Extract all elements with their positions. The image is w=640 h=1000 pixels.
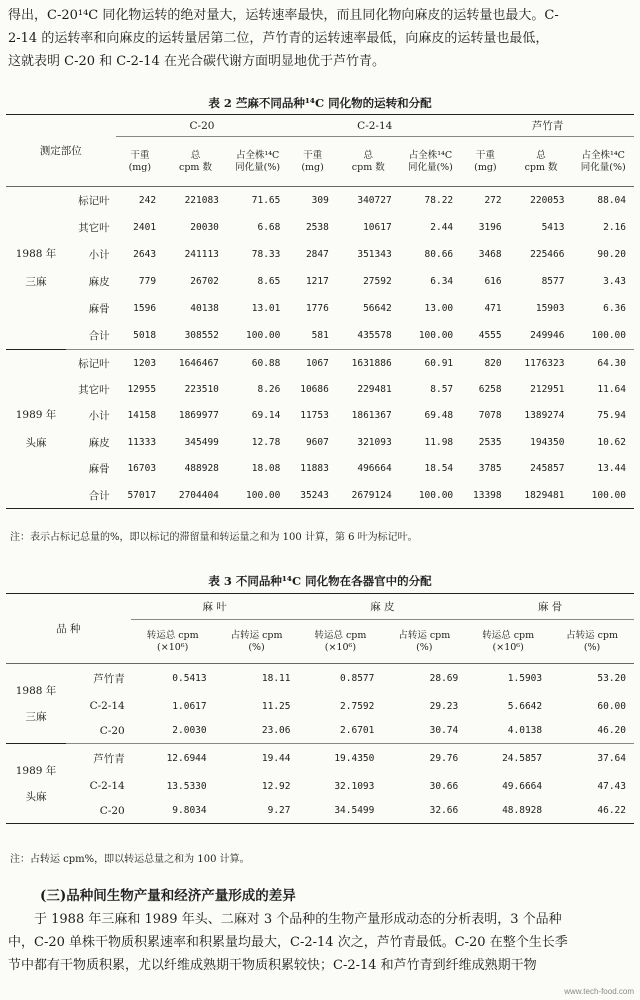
table2-cell: 242 [138,194,157,206]
intro-paragraph [8,4,632,73]
table2-cell: 10617 [363,221,392,233]
table2-cell: 2538 [305,221,329,233]
table2-cell: 223510 [184,383,219,395]
table2-cell: 272 [484,194,502,206]
table2-cell: 309 [311,194,329,206]
table2-cell: 2.44 [430,221,454,233]
table2-cell: 1776 [305,303,329,315]
table3-data-row [6,719,634,744]
table2-cell: 194350 [530,436,565,448]
section-heading: (三)品种间生物产量和经济产量形成的差异 [40,888,296,904]
table2-cell: 8.26 [257,383,281,395]
table2-column-header: 占全株¹⁴C 同化量(%) [227,137,288,187]
table2-column-header: 总 cpm 数 [337,137,400,187]
table2-cell: 2679124 [337,482,400,509]
table3-cell: 2.7592 [340,700,375,712]
table2-cell: 779 [138,276,157,288]
table2-data-row [6,403,634,430]
table2-cell: 3468 [478,248,502,260]
table2-row-label: 麻骨 [88,303,110,316]
table2-cell: 6.34 [430,276,454,288]
table2-cell: 2401 [133,221,157,233]
table2-cell: 10686 [300,383,329,395]
table2-cell: 71.65 [251,194,281,206]
table3 [6,593,634,824]
table2-cell: 1631886 [351,357,392,369]
table2-header-row [6,115,634,137]
table2-cell: 1596 [133,303,157,315]
table3-corner-label: 品 种 [6,594,131,664]
table2-row-label: 其它叶 [78,383,110,396]
table3-cell: 9.8034 [131,799,215,824]
table2-cell: 7078 [478,410,502,422]
table2-cell: 2643 [133,248,157,260]
table3-cell: 53.20 [597,673,626,685]
table2-cell: 435578 [337,322,400,349]
table2-row-label: 标记叶 [78,194,110,207]
table2-row-label: 合计 [66,482,116,509]
table2-cell: 488928 [184,463,219,475]
table2-cell: 5413 [541,221,565,233]
table2-group-label: 1988 年 三麻 [6,187,66,350]
table3-group-label: 1988 年 三麻 [6,664,66,744]
table3-cell: 5.6642 [507,700,543,712]
table3-cell: 12.92 [261,780,291,792]
table2-cell: 241113 [184,248,219,260]
table2-cell: 20030 [190,221,219,233]
table2-group-label: 1989 年 头麻 [6,350,66,509]
table2-cell: 225466 [530,248,565,260]
table3-column-header: 占转运 cpm (%) [550,620,634,664]
table2-column-header: 总 cpm 数 [510,137,573,187]
table2-cell: 3196 [478,221,502,233]
table2-cell: 56642 [363,303,392,315]
intro-line: 这就表明 C-20 和 C-2-14 在光合碳代谢方面明显地优于芦竹青。 [8,54,385,69]
table2-cell: 11.98 [424,436,454,448]
table2-cell: 351343 [357,248,392,260]
table3-row-label: C-20 [66,719,131,744]
table2-cell: 15903 [535,303,565,315]
table2-data-row [6,241,634,268]
table3-row-label: C-2-14 [89,780,125,792]
table2-row-label: 其它叶 [78,221,110,234]
table3-cell: 0.8577 [340,673,375,685]
table3-cell: 0.5413 [172,673,207,685]
table2-cell: 11333 [127,436,157,448]
table2-cell: 229481 [357,383,392,395]
table2-row-label: 小计 [88,248,110,261]
table2-cell: 100.00 [227,482,288,509]
table2-cell: 100.00 [572,482,634,509]
table2-cell: 18.08 [251,463,281,475]
table2-cell: 1176323 [524,357,565,369]
table2-cell: 2.16 [603,221,626,233]
table2-data-row [6,268,634,295]
table3-cell: 11.25 [261,700,291,712]
table3-cell: 4.0138 [466,719,550,744]
table3-cell: 1.5903 [507,673,543,685]
table3-cell: 48.8928 [466,799,550,824]
table2-cell: 340727 [357,194,392,206]
table3-cell: 46.20 [550,719,634,744]
table2-cell: 14158 [127,410,157,422]
table3-organ-header: 麻 皮 [298,594,466,620]
table2-row-label: 合计 [66,322,116,349]
table2-column-header: 占全株¹⁴C 同化量(%) [572,137,634,187]
body-line: 于 1988 年三麻和 1989 年头、二麻对 3 个品种的生物产量形成动态的分析表明，3 个品种 [34,912,562,927]
table2-variety-header: C-2-14 [288,115,461,137]
table2-cell: 90.20 [597,248,626,260]
table3-data-row [6,744,634,774]
table3-row-label: 芦竹青 [93,753,125,766]
table2-cell: 321093 [357,436,392,448]
table2-cell: 1067 [305,357,329,369]
table3-cell: 49.6664 [502,780,543,792]
table2-cell: 249946 [510,322,573,349]
table2-variety-header: 芦竹青 [461,115,634,137]
table2-cell: 8577 [541,276,565,288]
table2-cell: 11753 [300,410,329,422]
table2-cell: 18.54 [424,463,454,475]
table2-cell: 100.00 [227,322,288,349]
table2-cell: 35243 [288,482,336,509]
table2-cell: 78.33 [251,248,281,260]
table2-caption: 表 2 苎麻不同品种¹⁴C 同化物的运转和分配 [208,96,432,110]
table2 [6,114,634,509]
table3-cell: 2.6701 [298,719,382,744]
table3-cell: 30.74 [382,719,466,744]
table2-data-row [6,295,634,322]
table3-cell: 24.5857 [502,753,543,765]
table2-cell: 60.88 [251,357,281,369]
table3-cell: 19.4350 [334,753,375,765]
table2-cell: 13.44 [597,463,626,475]
table2-cell: 8.57 [430,383,454,395]
table2-row-label: 麻骨 [88,463,110,476]
table3-cell: 2.0030 [131,719,215,744]
body-line: 节中都有干物质积累，尤以纤维成熟期干物质积累较快；C-2-14 和芦竹青到纤维成熟期干物 [8,958,537,973]
table2-column-header: 干重 (mg) [116,137,164,187]
table2-data-row [6,214,634,241]
table3-cell: 32.66 [382,799,466,824]
body-paragraph [8,908,632,977]
table3-cell: 46.22 [550,799,634,824]
table2-note: 注：表示占标记总量的%，即以标记的滞留量和转运量之和为 100 计算，第 6 叶为标记叶。 [10,532,418,543]
table3-cell: 32.1093 [334,780,375,792]
table2-cell: 212951 [530,383,565,395]
table2-cell: 60.91 [424,357,454,369]
table2-row-label: 标记叶 [78,357,110,370]
table2-cell: 8.65 [257,276,281,288]
table3-data-row [6,664,634,694]
intro-line: 得出，C-20¹⁴C 同化物运转的绝对量大，运转速率最快，而且同化物向麻皮的运转量也最大。C- [8,8,559,23]
table3-header-row [6,594,634,620]
table3-cell: 12.6944 [166,753,207,765]
table2-corner-label: 测定部位 [6,115,116,187]
table3-cell: 1.0617 [172,700,207,712]
table3-cell: 29.76 [429,753,459,765]
table3-data-row [6,694,634,719]
table2-cell: 78.22 [424,194,454,206]
table3-column-header: 转运总 cpm (×10⁶) [466,620,550,664]
table2-cell: 245857 [530,463,565,475]
table3-row-label: C-20 [66,799,131,824]
table2-cell: 221083 [184,194,219,206]
table3-cell: 37.64 [597,753,626,765]
table2-cell: 616 [484,276,502,288]
table2-cell: 6.68 [257,221,281,233]
table2-cell: 88.04 [597,194,626,206]
table2-cell: 11883 [300,463,329,475]
table3-row-label: C-2-14 [89,700,125,712]
body-line: 中，C-20 单株干物质积累速率和积累量均最大，C-2-14 次之，芦竹青最低。C-20 在整个生长季 [8,935,568,950]
table3-data-row [6,799,634,824]
table3-cell: 19.44 [261,753,291,765]
table3-row-label: 芦竹青 [93,673,125,686]
table3-cell: 60.00 [597,700,626,712]
table3-column-header: 转运总 cpm (×10⁶) [131,620,215,664]
table2-cell: 220053 [530,194,565,206]
table2-cell: 5018 [116,322,164,349]
table2-cell: 40138 [190,303,219,315]
table2-row-label: 麻皮 [88,436,110,449]
table2-data-row [6,429,634,456]
table2-data-row [6,376,634,403]
intro-line: 2-14 的运转率和向麻皮的运转量居第二位，芦竹青的运转速率最低，向麻皮的运转量也最低， [8,31,549,46]
table2-cell: 16703 [127,463,157,475]
table2-cell: 13.00 [424,303,454,315]
table3-cell: 30.66 [429,780,459,792]
table2-cell: 75.94 [597,410,626,422]
table2-cell: 27592 [363,276,392,288]
table2-row-label: 麻皮 [88,276,110,289]
table2-cell: 820 [484,357,502,369]
table3-cell: 13.5330 [166,780,207,792]
table2-cell: 11.64 [597,383,626,395]
table2-cell: 471 [484,303,502,315]
table2-cell: 100.00 [400,482,461,509]
table2-cell: 2535 [478,436,502,448]
table2-cell: 2847 [305,248,329,260]
table2-cell: 1217 [305,276,329,288]
table2-cell: 3785 [478,463,502,475]
table2-cell: 57017 [116,482,164,509]
table3-column-header: 占转运 cpm (%) [382,620,466,664]
table3-group-label: 1989 年 头麻 [6,744,66,824]
table2-data-row [6,456,634,483]
table2-data-row [6,482,634,509]
table2-column-header: 干重 (mg) [288,137,336,187]
table2-cell: 26702 [190,276,219,288]
table2-cell: 2704404 [164,482,227,509]
table2-cell: 581 [288,322,336,349]
table2-cell: 100.00 [572,322,634,349]
table2-cell: 80.66 [424,248,454,260]
table2-column-header: 占全株¹⁴C 同化量(%) [400,137,461,187]
table2-variety-header: C-20 [116,115,289,137]
table2-cell: 3.43 [603,276,626,288]
table2-cell: 13.01 [251,303,281,315]
table2-cell: 69.14 [251,410,281,422]
table2-cell: 6258 [478,383,502,395]
table2-cell: 13398 [461,482,509,509]
table3-organ-header: 麻 叶 [131,594,299,620]
table3-cell: 28.69 [429,673,459,685]
table2-row-label: 小计 [88,410,110,423]
table3-column-header: 转运总 cpm (×10⁶) [298,620,382,664]
table3-caption: 表 3 不同品种¹⁴C 同化物在各器官中的分配 [208,574,432,588]
table2-column-header: 总 cpm 数 [164,137,227,187]
table2-cell: 1869977 [178,410,219,422]
table2-cell: 1861367 [351,410,392,422]
table3-cell: 34.5499 [298,799,382,824]
table3-cell: 9.27 [215,799,299,824]
table2-cell: 1646467 [178,357,219,369]
table2-data-row [6,322,634,349]
table3-cell: 47.43 [597,780,626,792]
table2-data-row [6,350,634,377]
table2-cell: 64.30 [597,357,626,369]
table2-cell: 308552 [164,322,227,349]
table2-cell: 12.78 [251,436,281,448]
table2-data-row [6,187,634,214]
table2-cell: 12955 [127,383,157,395]
table3-cell: 29.23 [429,700,459,712]
table2-cell: 9607 [305,436,329,448]
table2-cell: 1389274 [524,410,565,422]
table2-column-header: 干重 (mg) [461,137,509,187]
table2-cell: 1829481 [510,482,573,509]
table3-data-row [6,774,634,799]
table3-column-header: 占转运 cpm (%) [215,620,299,664]
table2-cell: 6.36 [603,303,626,315]
table2-cell: 100.00 [400,322,461,349]
table3-cell: 18.11 [261,673,291,685]
table3-cell: 23.06 [215,719,299,744]
table2-cell: 69.48 [424,410,454,422]
watermark: www.tech-food.com [564,987,634,996]
table2-cell: 345499 [184,436,219,448]
table2-cell: 496664 [357,463,392,475]
table3-note: 注：占转运 cpm%，即以转运总量之和为 100 计算。 [10,854,250,865]
table3-organ-header: 麻 骨 [466,594,634,620]
table2-cell: 10.62 [597,436,626,448]
table2-cell: 1203 [133,357,157,369]
table2-cell: 4555 [461,322,509,349]
